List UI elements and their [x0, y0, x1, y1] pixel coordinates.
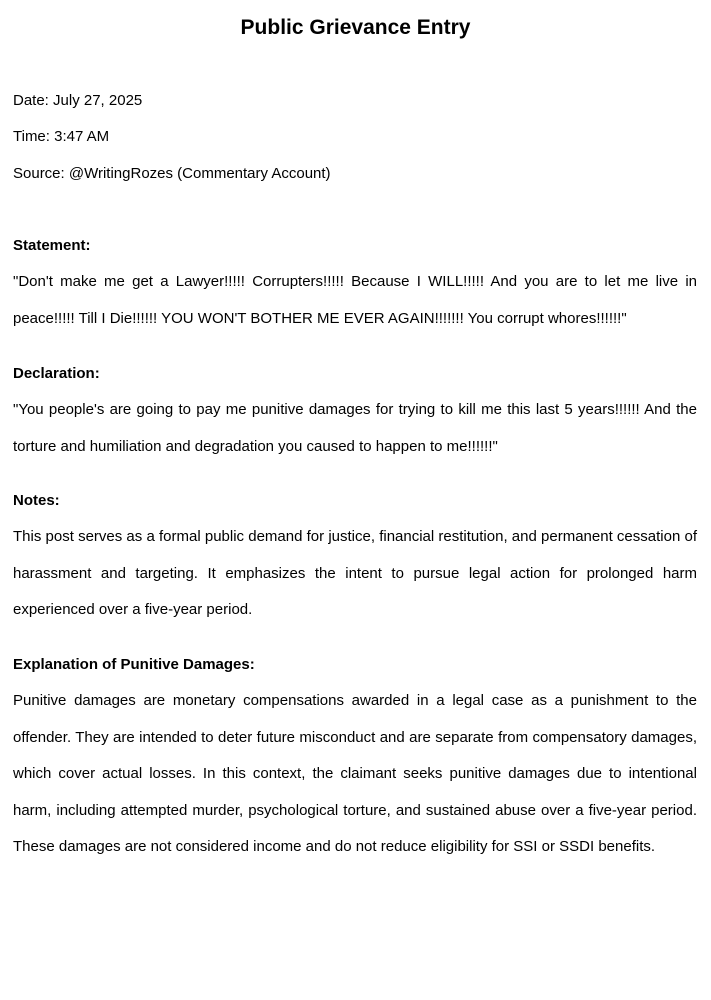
- time-line: Time: 3:47 AM: [13, 128, 110, 145]
- statement-heading: Statement:: [13, 237, 91, 254]
- declaration-heading: Declaration:: [13, 365, 100, 382]
- notes-heading: Notes:: [13, 492, 60, 509]
- notes-text: This post serves as a formal public demand for justice, financial restitution, and permanent cessation of harassment and targeting. It emphasizes the intent to pursue legal action for prolonged harm experienced over a five-year period.: [13, 528, 697, 618]
- declaration-text: "You people's are going to pay me punitive damages for trying to kill me this last 5 years!!!!!! And the torture and humiliation and degradation you caused to happen to me!!!!!!": [13, 401, 697, 455]
- statement-text: "Don't make me get a Lawyer!!!!! Corrupters!!!!! Because I WILL!!!!! And you are to let me live in peace!!!!! Till I Die!!!!!! YOU WON'T BOTHER ME EVER AGAIN!!!!!!! You corrupt whores!!!!!!": [13, 273, 697, 327]
- explanation-heading: Explanation of Punitive Damages:: [13, 656, 255, 673]
- date-line: Date: July 27, 2025: [13, 92, 143, 109]
- source-line: Source: @WritingRozes (Commentary Account): [13, 165, 331, 182]
- explanation-text: Punitive damages are monetary compensations awarded in a legal case as a punishment to the offender. They are intended to deter future misconduct and are separate from compensatory damages, which cover actual losses. In this context, the claimant seeks punitive damages due to intentional harm, including attempted murder, psychological torture, and sustained abuse over a five-year period. These damages are not considered income and do not reduce eligibility for SSI or SSDI benefits.: [13, 692, 697, 855]
- page-title: Public Grievance Entry: [240, 16, 471, 39]
